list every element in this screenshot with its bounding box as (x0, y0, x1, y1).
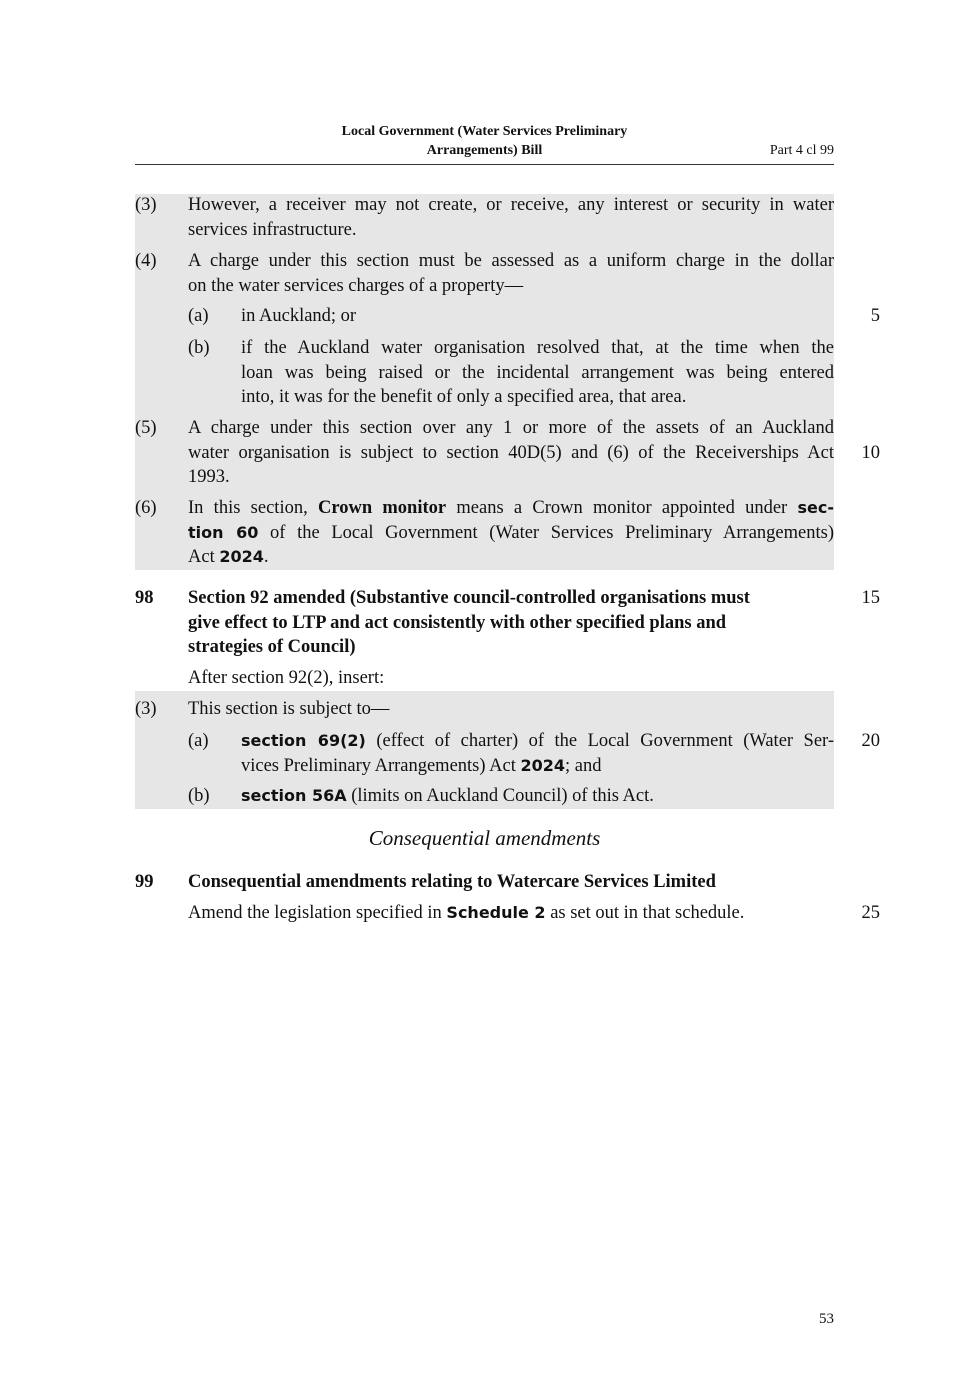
paragraph-a-text: in Auckland; or (241, 306, 357, 326)
clause-98-heading-line-1: Section 92 amended (Substantive council-controlled organisations must (188, 588, 750, 608)
clause-number: 99 (135, 872, 154, 892)
cross-heading: Consequential amendments (368, 826, 601, 850)
header-rule (135, 164, 834, 165)
paragraph-label: (a) (188, 306, 209, 326)
subsection-4-line-1: A charge under this section must be assessed as a uniform charge in the dollar (188, 251, 834, 271)
clause-98-paragraph-a-line-1 (241, 729, 834, 754)
text-run: Amend the legislation specified in (188, 903, 447, 923)
paragraph-b-line-1: if the Auckland water organisation resolved that, at the time when the (241, 338, 834, 358)
text-run: Act (188, 547, 220, 567)
cross-reference: sec- (797, 498, 834, 517)
subsection-number: (3) (135, 195, 157, 215)
text-run: (limits on Auckland Council) of this Act. (346, 786, 654, 806)
page-number: 53 (819, 1311, 834, 1327)
header-title-line-1: Local Government (Water Services Preliminary (341, 124, 628, 139)
subsection-number: (5) (135, 418, 157, 438)
act-year: 2024 (520, 755, 566, 775)
line-number: 15 (861, 588, 880, 608)
clause-98-intro: After section 92(2), insert: (188, 668, 385, 688)
text-run: vices Preliminary Arrangements) Act (241, 755, 521, 776)
text-run: as set out in that schedule. (545, 903, 745, 923)
subsection-6-line-1 (188, 496, 834, 521)
act-year: 2024 (219, 547, 264, 566)
subsection-5-line-2: water organisation is subject to section 40D(5) and (6) of the Receiverships Act (188, 442, 834, 463)
text-run: In this section, (188, 498, 318, 518)
line-number: 25 (861, 903, 880, 923)
line-number: 5 (870, 306, 880, 326)
subsection-3-line-1: However, a receiver may not create, or receive, any interest or security in water (188, 195, 834, 215)
clause-99-text (188, 901, 744, 926)
subsection-number: (3) (135, 699, 157, 719)
clause-98-heading-line-2: give effect to LTP and act consistently with other specified plans and (188, 612, 727, 633)
clause-98-paragraph-a-line-2 (241, 754, 602, 779)
paragraph-label: (a) (188, 731, 209, 751)
subsection-4-line-2: on the water services charges of a property— (188, 275, 524, 296)
running-header-title (135, 122, 834, 160)
clause-number: 98 (135, 588, 154, 608)
subsection-6-line-3 (188, 545, 269, 570)
subsection-number: (6) (135, 498, 157, 518)
paragraph-b-line-3: into, it was for the benefit of only a specified area, that area. (241, 387, 687, 407)
paragraph-label: (b) (188, 786, 210, 806)
text-run: (effect of charter) of the Local Government (Water Ser- (365, 731, 835, 751)
text-run: . (263, 547, 269, 567)
text-run: means a Crown monitor appointed under (446, 498, 798, 518)
clause-98-paragraph-b (241, 784, 654, 809)
schedule-reference: Schedule 2 (446, 903, 546, 922)
cross-reference: tion 60 (188, 522, 259, 542)
header-title-line-2: Arrangements) Bill (426, 143, 543, 158)
subsection-5-line-3: 1993. (188, 467, 230, 487)
subsection-number: (4) (135, 251, 157, 271)
subsection-5-line-1: A charge under this section over any 1 or more of the assets of an Auckland (188, 418, 834, 438)
header-part-reference: Part 4 cl 99 (769, 143, 834, 158)
line-number: 20 (861, 731, 880, 751)
text-run: ; and (565, 755, 602, 776)
text-run: of the Local Government (Water Services Preliminary Arrangements) (258, 522, 834, 543)
clause-98-heading-line-3: strategies of Council) (188, 637, 356, 657)
cross-reference: section 69(2) (241, 731, 366, 750)
cross-reference: section 56A (241, 786, 347, 805)
defined-term: Crown monitor (317, 498, 447, 518)
paragraph-label: (b) (188, 338, 210, 358)
clause-99-heading: Consequential amendments relating to Watercare Services Limited (188, 872, 716, 892)
subsection-6-line-2 (188, 521, 834, 546)
line-number: 10 (861, 442, 880, 463)
clause-98-subsection-3-text: This section is subject to— (188, 699, 390, 719)
subsection-3-line-2: services infrastructure. (188, 219, 357, 240)
paragraph-b-line-2: loan was being raised or the incidental arrangement was being entered (241, 362, 834, 383)
